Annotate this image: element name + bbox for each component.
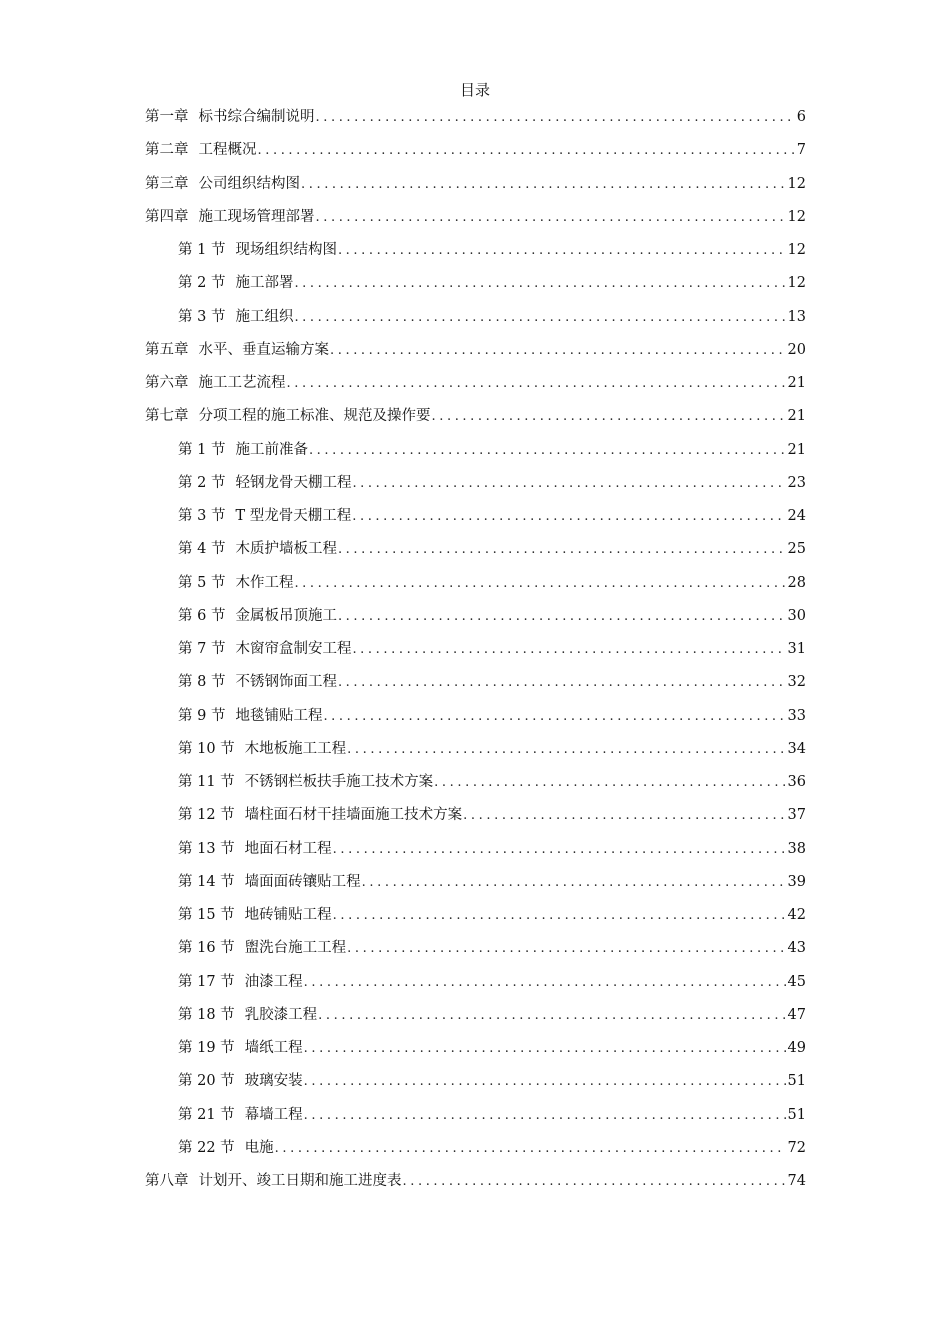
toc-dot-leader [333,838,786,862]
toc-page-number: 39 [787,873,806,890]
toc-entry-label: 第 13 节 [178,840,235,857]
toc-entry-text: 地毯铺贴工程 [235,707,323,724]
toc-entry-text: 墙面面砖镶贴工程 [244,873,361,890]
toc-entry-label: 第 4 节 [178,541,226,558]
toc-entry-text: T 型龙骨天棚工程 [235,508,352,524]
toc-page-number: 33 [787,707,806,724]
toc-page-number: 37 [787,807,806,824]
toc-entry-text: 盥洗台施工工程 [244,940,347,957]
toc-page-number: 7 [796,142,806,159]
toc-page-number: 31 [787,641,806,657]
toc-dot-leader [434,771,785,795]
toc-dot-leader [352,505,785,529]
toc-dot-leader [318,1004,785,1028]
toc-section-entry[interactable] [145,604,806,637]
toc-entry-label: 第四章 [145,208,189,225]
toc-page-number: 6 [796,109,806,125]
toc-dot-leader [338,671,786,695]
toc-page-number: 28 [787,574,806,591]
toc-page-number: 12 [787,208,806,225]
toc-dot-leader [304,1070,786,1094]
toc-title: 目录 [459,81,490,99]
toc-section-entry[interactable] [145,770,806,803]
toc-entry-text: 墙柱面石材干挂墙面施工技术方案 [244,807,463,824]
toc-entry-label: 第 21 节 [178,1106,235,1123]
toc-section-entry[interactable] [145,438,806,471]
toc-section-entry[interactable] [145,837,806,870]
toc-page-number: 49 [787,1040,806,1056]
toc-entry-text: 幕墙工程 [244,1106,303,1123]
toc-section-entry[interactable] [145,737,806,770]
toc-entry-label: 第 14 节 [178,873,235,890]
toc-entry-text: 木质护墙板工程 [235,541,337,558]
toc-section-entry[interactable] [145,537,806,570]
toc-dot-leader [338,239,786,263]
toc-dot-leader [316,206,786,230]
toc-page-number: 36 [787,774,806,790]
toc-page-number: 45 [787,973,806,990]
toc-section-entry[interactable] [145,471,806,504]
toc-dot-leader [463,804,785,828]
toc-dot-leader [304,1037,786,1061]
toc-chapter-entry[interactable] [145,338,806,371]
toc-entry-label: 第 20 节 [178,1073,235,1090]
toc-page-number: 23 [787,474,806,491]
toc-entry-text: 地砖铺贴工程 [244,907,332,923]
toc-dot-leader [403,1170,786,1194]
toc-dot-leader [275,1137,786,1161]
toc-entry-text: 木作工程 [235,574,294,591]
toc-page-number: 20 [787,341,806,358]
toc-section-entry[interactable] [145,1069,806,1102]
toc-entry-label: 第 3 节 [178,308,226,325]
toc-entry-text: 电施 [244,1139,274,1156]
toc-entry-label: 第七章 [145,408,189,425]
toc-dot-leader [294,306,785,330]
toc-page-number: 72 [787,1139,806,1156]
toc-entry-text: 不锈钢饰面工程 [235,674,337,691]
toc-entry-label: 第三章 [145,175,189,192]
toc-page-number: 32 [787,674,806,691]
toc-entry-text: 金属板吊顶施工 [235,607,337,624]
toc-list [145,105,806,1202]
toc-chapter-entry[interactable] [145,371,806,404]
toc-section-entry[interactable] [145,1103,806,1136]
toc-section-entry[interactable] [145,238,806,271]
toc-section-entry[interactable] [145,504,806,537]
toc-entry-text: 油漆工程 [244,973,303,990]
toc-entry-text: 墙纸工程 [244,1040,303,1056]
toc-section-entry[interactable] [145,870,806,903]
toc-entry-label: 第 18 节 [178,1006,235,1023]
toc-page-number: 21 [787,375,806,391]
toc-chapter-entry[interactable] [145,1169,806,1202]
toc-entry-label: 第六章 [145,375,189,391]
toc-dot-leader [432,405,786,429]
toc-entry-label: 第一章 [145,109,189,125]
toc-entry-label: 第 2 节 [178,474,226,491]
toc-dot-leader [352,472,785,496]
toc-dot-leader [304,1104,786,1128]
toc-page-number: 30 [787,607,806,624]
toc-section-entry[interactable] [145,1136,806,1169]
toc-dot-leader [338,538,786,562]
toc-entry-label: 第 11 节 [178,774,235,790]
toc-entry-label: 第 22 节 [178,1139,235,1156]
toc-section-entry[interactable] [145,803,806,836]
toc-page-number: 12 [787,175,806,192]
toc-entry-text: 标书综合编制说明 [198,109,315,125]
toc-entry-label: 第 8 节 [178,674,226,691]
toc-page-number: 51 [787,1073,806,1090]
toc-page-number: 12 [787,275,806,292]
toc-dot-leader [294,272,785,296]
toc-dot-leader [338,605,786,629]
toc-section-entry[interactable] [145,936,806,969]
toc-entry-label: 第 16 节 [178,940,235,957]
toc-entry-label: 第 3 节 [178,508,226,524]
toc-dot-leader [309,439,786,463]
toc-entry-text: 不锈钢栏板扶手施工技术方案 [244,774,434,790]
toc-entry-text: 工程概况 [198,142,257,159]
toc-page-number: 25 [787,541,806,558]
toc-entry-text: 公司组织结构图 [198,175,300,192]
toc-section-entry[interactable] [145,970,806,1003]
toc-page-number: 21 [787,408,806,425]
toc-chapter-entry[interactable] [145,172,806,205]
toc-entry-label: 第五章 [145,341,189,358]
toc-entry-label: 第 1 节 [178,242,226,258]
toc-dot-leader [347,937,785,961]
toc-entry-text: 轻钢龙骨天棚工程 [235,474,352,491]
toc-chapter-entry[interactable] [145,138,806,171]
toc-entry-text: 木地板施工工程 [244,740,347,757]
toc-entry-label: 第 17 节 [178,973,235,990]
toc-page-number: 43 [787,940,806,957]
toc-section-entry[interactable] [145,670,806,703]
toc-entry-label: 第 5 节 [178,574,226,591]
toc-entry-text: 分项工程的施工标准、规范及操作要 [198,408,431,425]
toc-entry-text: 玻璃安装 [244,1073,303,1090]
toc-section-entry[interactable] [145,305,806,338]
toc-entry-text: 乳胶漆工程 [244,1006,318,1023]
toc-chapter-entry[interactable] [145,105,806,138]
toc-entry-text: 施工现场管理部署 [198,208,315,225]
toc-dot-leader [333,904,786,928]
toc-entry-label: 第八章 [145,1173,189,1189]
toc-page-number: 13 [787,308,806,325]
toc-section-entry[interactable] [145,1003,806,1036]
toc-dot-leader [304,971,786,995]
toc-entry-text: 水平、垂直运输方案 [198,341,329,358]
toc-entry-label: 第 9 节 [178,707,226,724]
toc-dot-leader [316,106,795,130]
toc-dot-leader [347,738,785,762]
toc-entry-label: 第 7 节 [178,641,226,657]
toc-page-number: 47 [787,1006,806,1023]
toc-entry-label: 第 12 节 [178,807,235,824]
toc-dot-leader [362,871,786,895]
toc-entry-text: 施工前准备 [235,441,308,458]
toc-entry-text: 施工部署 [235,275,294,292]
toc-entry-text: 施工组织 [235,308,294,325]
toc-entry-text: 现场组织结构图 [235,242,337,258]
toc-section-entry[interactable] [145,903,806,936]
toc-page-number: 74 [787,1173,806,1189]
toc-dot-leader [352,638,785,662]
toc-entry-text: 木窗帘盒制安工程 [235,641,352,657]
toc-section-entry[interactable] [145,271,806,304]
toc-entry-label: 第二章 [145,142,189,159]
toc-dot-leader [287,372,786,396]
toc-section-entry[interactable] [145,1036,806,1069]
toc-page-number: 21 [787,441,806,458]
toc-chapter-entry[interactable] [145,404,806,437]
toc-entry-label: 第 15 节 [178,907,235,923]
toc-page-number: 42 [787,907,806,923]
toc-page-number: 51 [787,1106,806,1123]
toc-entry-label: 第 6 节 [178,607,226,624]
toc-section-entry[interactable] [145,637,806,670]
toc-entry-label: 第 2 节 [178,275,226,292]
toc-dot-leader [294,572,785,596]
toc-section-entry[interactable] [145,704,806,737]
toc-dot-leader [301,173,786,197]
toc-page-number: 34 [787,740,806,757]
toc-entry-label: 第 19 节 [178,1040,235,1056]
toc-dot-leader [323,705,785,729]
toc-entry-text: 地面石材工程 [244,840,332,857]
toc-dot-leader [258,139,795,163]
toc-entry-text: 施工工艺流程 [198,375,286,391]
toc-entry-text: 计划开、竣工日期和施工进度表 [198,1173,402,1189]
toc-section-entry[interactable] [145,571,806,604]
toc-dot-leader [330,339,786,363]
toc-page-number: 24 [787,508,806,524]
toc-entry-label: 第 10 节 [178,740,235,757]
toc-entry-label: 第 1 节 [178,441,226,458]
toc-page-number: 38 [787,840,806,857]
toc-chapter-entry[interactable] [145,205,806,238]
toc-page-number: 12 [787,242,806,258]
